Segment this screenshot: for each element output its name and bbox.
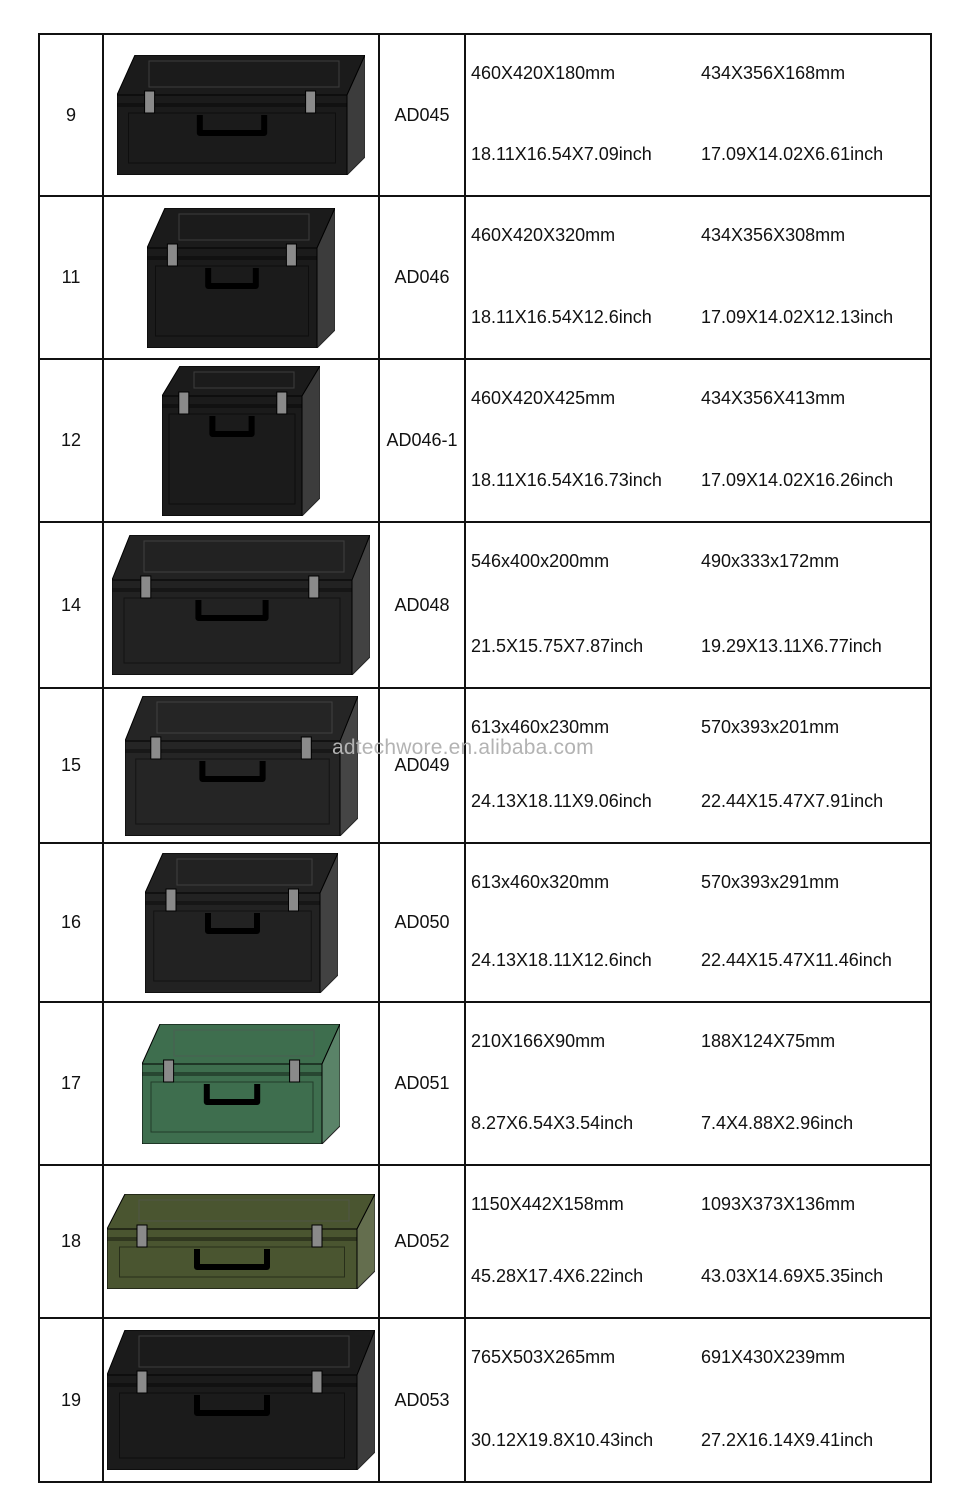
outer-size-mm: 546x400x200mm [471,551,610,571]
dimensions-cell [465,359,931,522]
model-code: AD046-1 [379,359,465,522]
table-row [39,359,931,522]
table-row [39,1165,931,1318]
outer-size-inch: 18.11X16.54X12.6inch [471,307,652,327]
case-photo [162,366,320,516]
outer-size-inch: 30.12X19.8X10.43inch [471,1430,654,1450]
dimensions-cell [465,843,931,1002]
dimensions-cell [465,522,931,688]
case-photo [142,1024,340,1144]
inner-size-inch: 7.4X4.88X2.96inch [701,1113,854,1133]
table-row [39,522,931,688]
spec-table [38,33,932,1483]
case-photo [112,535,370,675]
table-row [39,688,931,843]
outer-size-inch: 18.11X16.54X7.09inch [471,144,652,164]
product-image-cell [103,522,379,688]
dimensions-cell [465,196,931,359]
item-number: 14 [39,522,103,688]
item-number: 9 [39,34,103,196]
product-image-cell [103,688,379,843]
model-code: AD048 [379,522,465,688]
model-code: AD050 [379,843,465,1002]
dimensions-cell [465,1002,931,1165]
inner-size-inch: 27.2X16.14X9.41inch [701,1430,874,1450]
inner-size-inch: 22.44X15.47X11.46inch [701,950,892,970]
outer-size-mm: 460X420X180mm [471,63,616,83]
table-row [39,1002,931,1165]
product-image-cell [103,1318,379,1482]
outer-size-mm: 210X166X90mm [471,1031,606,1051]
table-row [39,34,931,196]
dimensions-cell [465,688,931,843]
inner-size-mm: 570x393x201mm [701,717,840,737]
item-number: 11 [39,196,103,359]
inner-size-inch: 17.09X14.02X12.13inch [701,307,894,327]
inner-size-inch: 17.09X14.02X16.26inch [701,470,894,490]
case-photo [117,55,365,175]
inner-size-mm: 434X356X413mm [701,388,846,408]
outer-size-inch: 24.13X18.11X12.6inch [471,950,652,970]
case-photo [145,853,338,993]
outer-size-inch: 45.28X17.4X6.22inch [471,1266,644,1286]
product-image-cell [103,1002,379,1165]
inner-size-inch: 17.09X14.02X6.61inch [701,144,884,164]
inner-size-inch: 19.29X13.11X6.77inch [701,636,882,656]
product-image-cell [103,34,379,196]
case-photo [147,208,335,348]
item-number: 15 [39,688,103,843]
dimensions-cell [465,34,931,196]
model-code: AD051 [379,1002,465,1165]
inner-size-mm: 434X356X308mm [701,225,846,245]
outer-size-inch: 8.27X6.54X3.54inch [471,1113,634,1133]
dimensions-cell [465,1165,931,1318]
product-image-cell [103,1165,379,1318]
inner-size-mm: 434X356X168mm [701,63,846,83]
inner-size-mm: 570x393x291mm [701,872,840,892]
item-number: 16 [39,843,103,1002]
dimensions-cell [465,1318,931,1482]
inner-size-inch: 22.44X15.47X7.91inch [701,791,884,811]
outer-size-mm: 765X503X265mm [471,1347,616,1367]
model-code: AD049 [379,688,465,843]
product-image-cell [103,359,379,522]
outer-size-inch: 21.5X15.75X7.87inch [471,636,644,656]
case-photo [107,1330,375,1470]
watermark: adtechwore.en.alibaba.com [332,736,594,759]
item-number: 12 [39,359,103,522]
item-number: 17 [39,1002,103,1165]
product-image-cell [103,843,379,1002]
model-code: AD046 [379,196,465,359]
outer-size-mm: 613x460x320mm [471,872,610,892]
model-code: AD053 [379,1318,465,1482]
inner-size-mm: 1093X373X136mm [701,1194,856,1214]
outer-size-inch: 18.11X16.54X16.73inch [471,470,662,490]
outer-size-mm: 1150X442X158mm [471,1194,624,1214]
item-number: 19 [39,1318,103,1482]
outer-size-inch: 24.13X18.11X9.06inch [471,791,652,811]
inner-size-inch: 43.03X14.69X5.35inch [701,1266,884,1286]
table-row [39,196,931,359]
inner-size-mm: 490x333x172mm [701,551,840,571]
model-code: AD052 [379,1165,465,1318]
table-row [39,1318,931,1482]
inner-size-mm: 188X124X75mm [701,1031,836,1051]
case-photo [107,1194,375,1289]
inner-size-mm: 691X430X239mm [701,1347,846,1367]
model-code: AD045 [379,34,465,196]
case-photo [125,696,358,836]
item-number: 18 [39,1165,103,1318]
outer-size-mm: 613x460x230mm [471,717,610,737]
outer-size-mm: 460X420X425mm [471,388,616,408]
product-image-cell [103,196,379,359]
table-row [39,843,931,1002]
outer-size-mm: 460X420X320mm [471,225,616,245]
